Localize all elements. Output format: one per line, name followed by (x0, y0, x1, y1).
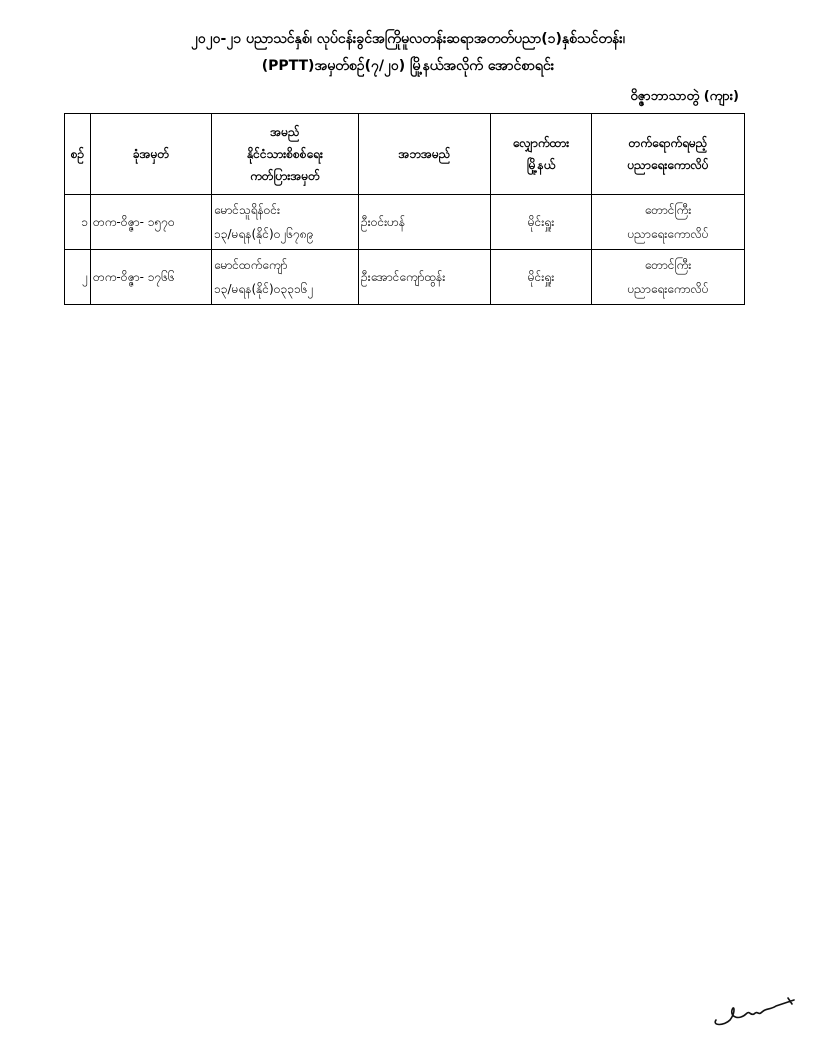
column-header-serial (65, 114, 91, 195)
column-header-line: ခုံအမှတ် (132, 147, 170, 161)
column-header-name-nrc (212, 114, 359, 195)
pass-list-table (64, 113, 745, 305)
subject-combination-label: ဝိဇ္ဇာဘာသာတွဲ (ကျား) (630, 89, 739, 104)
college-line: တောင်ကြီး (644, 203, 692, 217)
college-line: ပညာရေးကောလိပ် (627, 227, 709, 241)
cell-township: မိုင်းရှူး (491, 250, 592, 305)
student-name: မောင်သူရိန်ဝင်း (214, 203, 281, 217)
cell-township: မိုင်းရှူး (491, 195, 592, 250)
column-header-line: အဘအမည် (398, 147, 451, 161)
cell-roll-number: တက-ဝိဇ္ဇာ- ၁၅၇၀ (91, 195, 212, 250)
cell-roll-number: တက-ဝိဇ္ဇာ- ၁၇၆၆ (91, 250, 212, 305)
college-line: ပညာရေးကောလိပ် (627, 282, 709, 296)
table-row (65, 250, 745, 305)
cell-name-nrc (212, 195, 359, 250)
column-header-line: ပညာရေးကောလိပ် (627, 158, 709, 172)
cell-serial: ၁ (65, 195, 91, 250)
table-row (65, 195, 745, 250)
document-title-line-2: (PPTT)အမှတ်စဉ်(၇/၂၀) မြို့နယ်အလိုက် အောင်စာရင်း (261, 58, 555, 74)
column-header-roll-number (91, 114, 212, 195)
handwritten-signature (710, 990, 800, 1030)
table-body (65, 195, 745, 305)
cell-college (592, 250, 745, 305)
student-name: မောင်ထက်ကျော် (214, 258, 288, 272)
column-header-college (592, 114, 745, 195)
column-header-line: တက်ရောက်ရမည့် (628, 136, 708, 150)
column-header-line: နိုင်ငံသားစိစစ်ရေး (247, 147, 323, 161)
column-header-line: လျှောက်ထား (512, 136, 570, 150)
column-header-father-name (359, 114, 491, 195)
column-header-line: မြို့နယ် (526, 158, 556, 172)
cell-college (592, 195, 745, 250)
cell-name-nrc (212, 250, 359, 305)
column-header-line: ကတ်ပြားအမှတ် (250, 169, 320, 183)
column-header-township (491, 114, 592, 195)
cell-serial: ၂ (65, 250, 91, 305)
table-header (65, 114, 745, 195)
column-header-line: စဉ် (70, 147, 85, 161)
cell-father-name: ဦးအောင်ကျော်ထွန်း (359, 250, 491, 305)
college-line: တောင်ကြီး (644, 258, 692, 272)
cell-father-name: ဦးဝင်းဟန် (359, 195, 491, 250)
student-nrc: ၁၃/မရန(နိုင်)၀၃၃၁၆၂ (214, 282, 314, 296)
column-header-line: အမည် (270, 125, 300, 139)
student-nrc: ၁၃/မရန(နိုင်)၀၂၆၇၈၉ (214, 227, 314, 241)
header-row (65, 114, 745, 195)
document-title-line-1: ၂၀၂၀-၂၁ ပညာသင်နှစ်၊ လုပ်ငန်းခွင်အကြိုမူလတန်းဆရာအတတ်ပညာ(၁)နှစ်သင်တန်း၊ (191, 31, 625, 47)
